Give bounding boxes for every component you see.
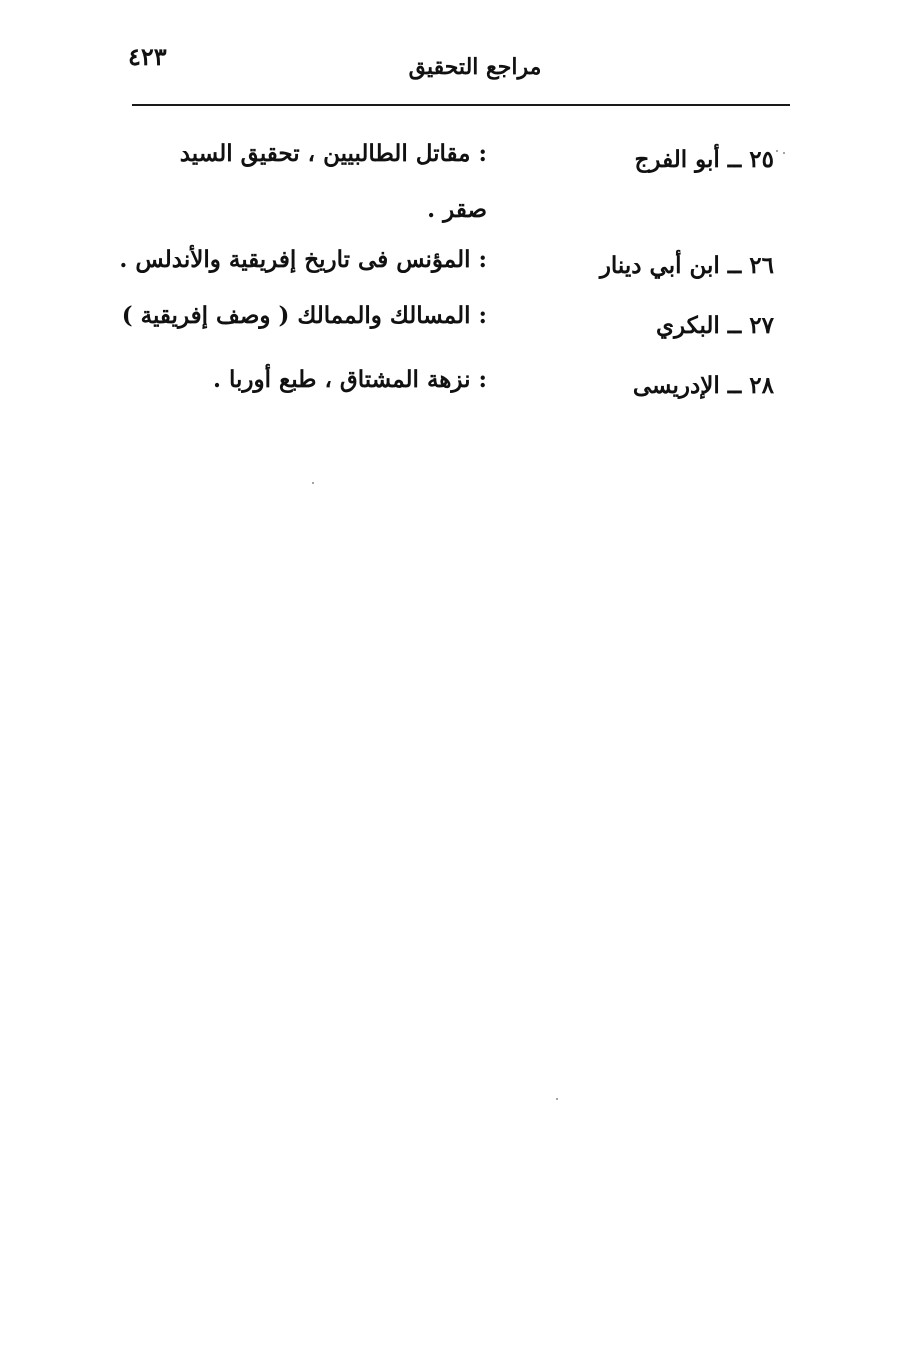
- entry-26-author: ٢٦ ــ ابن أبي دينار: [599, 252, 774, 279]
- entry-27-work: : المسالك والممالك ( وصف إفريقية ): [121, 302, 487, 329]
- page-number: ٤٢٣: [128, 42, 167, 71]
- entry-28-work: : نزهة المشتاق ، طبع أوربا .: [212, 366, 487, 393]
- header-rule: [132, 104, 790, 106]
- running-title: مراجع التحقيق: [408, 54, 542, 80]
- entry-26-work: : المؤنس فى تاريخ إفريقية والأندلس .: [119, 246, 487, 273]
- entry-25-author: ٢٥ ــ أبو الفرج: [634, 146, 774, 173]
- entry-25-work: : مقاتل الطالبيين ، تحقيق السيد: [179, 140, 487, 167]
- scan-speck: [776, 150, 778, 152]
- scan-speck: [556, 1098, 558, 1100]
- entry-28-author: ٢٨ ــ الإدريسى: [632, 372, 774, 399]
- entry-27-author: ٢٧ ــ البكري: [656, 312, 774, 339]
- scan-speck: [783, 152, 785, 154]
- scan-speck: [312, 482, 314, 484]
- entry-25-work-continued: صقر .: [427, 196, 487, 223]
